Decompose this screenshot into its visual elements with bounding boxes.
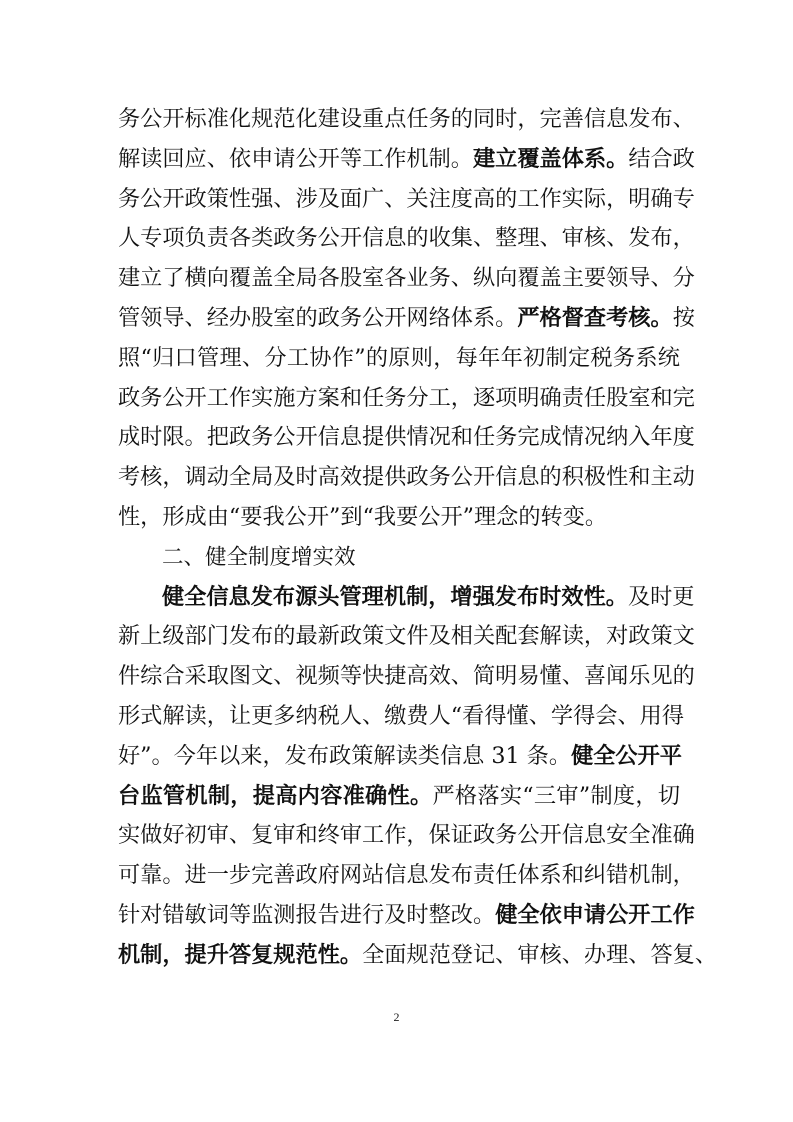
bold-phrase: 健全公开平: [571, 742, 682, 769]
text-line: 好”。今年以来，发布政策解读类信息 31 条。健全公开平: [118, 742, 682, 769]
bold-phrase: 建立覆盖体系。: [473, 145, 629, 172]
text-line: 机制，提升答复规范性。全面规范登记、审核、办理、答复、: [118, 941, 718, 968]
text-line: 解读回应、依申请公开等工作机制。建立覆盖体系。结合政: [118, 145, 695, 172]
text-line: 务公开标准化规范化建设重点任务的同时，完善信息发布、: [118, 106, 695, 132]
text-line: 性，形成由“要我公开”到“我要公开”理念的转变。: [118, 503, 608, 530]
text-line: 新上级部门发布的最新政策文件及相关配套解读，对政策文: [118, 623, 695, 650]
text-line: 实做好初审、复审和终审工作，保证政务公开信息安全准确: [118, 822, 695, 849]
text-line: 建立了横向覆盖全局各股室各业务、纵向覆盖主要领导、分: [118, 265, 695, 292]
bold-phrase: 健全信息发布源头管理机制，增强发布时效性。: [162, 583, 628, 610]
bold-phrase: 健全依申请公开工作: [495, 901, 695, 928]
text-line: 健全信息发布源头管理机制，增强发布时效性。及时更: [162, 583, 695, 610]
bold-phrase: 台监管机制，提高内容准确性。: [118, 782, 433, 809]
bold-phrase: 严格督查考核。: [517, 304, 673, 331]
page-number: 2: [393, 1010, 400, 1024]
text-line: 针对错敏词等监测报告进行及时整改。健全依申请公开工作: [118, 901, 695, 928]
bold-phrase: 机制，提升答复规范性。: [118, 941, 363, 968]
text-line: 照“归口管理、分工协作”的原则，每年年初制定税务系统: [118, 344, 680, 371]
section-heading: 二、健全制度增实效: [162, 544, 356, 570]
text-line: 成时限。把政务公开信息提供情况和任务完成情况纳入年度: [118, 424, 695, 451]
text-line: 考核，调动全局及时高效提供政务公开信息的积极性和主动: [118, 464, 695, 491]
body-text: [118, 100, 718, 976]
text-line: 管领导、经办股室的政务公开网络体系。严格督查考核。按: [118, 304, 695, 331]
text-line: 务公开政策性强、涉及面广、关注度高的工作实际，明确专: [118, 185, 695, 212]
text-line: 件综合采取图文、视频等快捷高效、简明易懂、喜闻乐见的: [118, 663, 695, 690]
text-line: 人专项负责各类政务公开信息的收集、整理、审核、发布，: [118, 225, 695, 252]
text-line: 政务公开工作实施方案和任务分工，逐项明确责任股室和完: [118, 384, 695, 411]
text-line: 形式解读，让更多纳税人、缴费人“看得懂、学得会、用得: [118, 702, 685, 729]
text-line: 台监管机制，提高内容准确性。严格落实“三审”制度，切: [118, 782, 681, 809]
text-line: 可靠。进一步完善政府网站信息发布责任体系和纠错机制，: [118, 862, 695, 889]
